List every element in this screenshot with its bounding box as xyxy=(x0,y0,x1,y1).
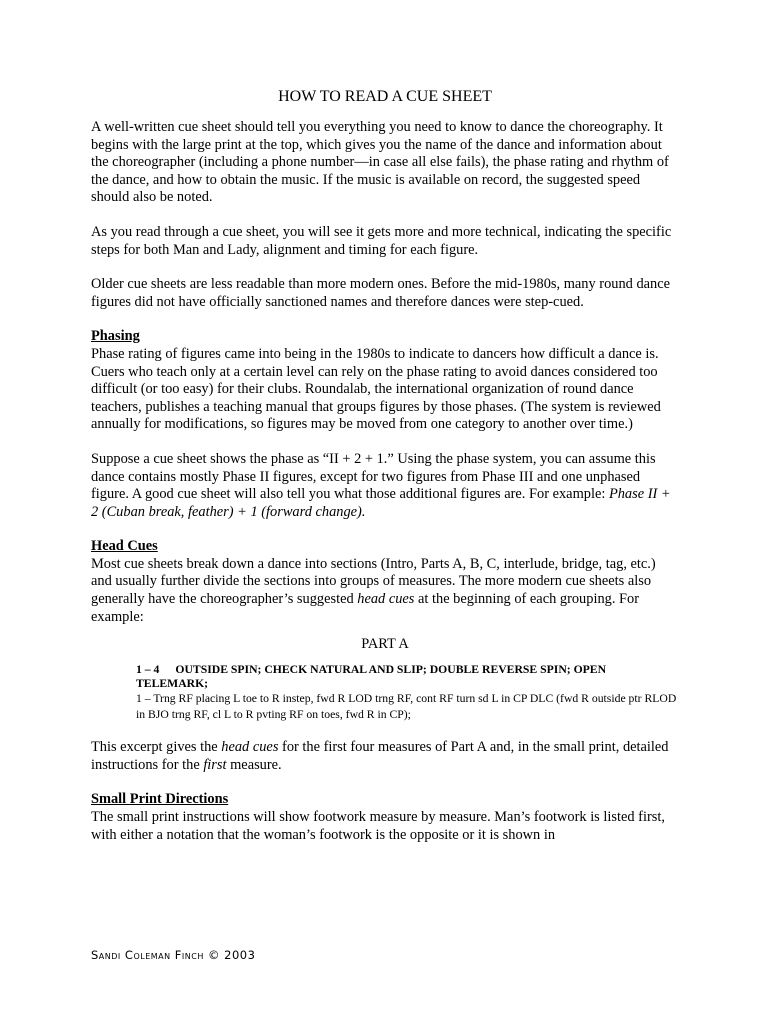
phasing-paragraph-2-text: Suppose a cue sheet shows the phase as “II + 2 + 1.” Using the phase system, you can assume this dance contains mostly Phase II figures, except for two figures from Phase III and one unphased figure. A good cue sheet will also tell you what those additional figures are. For example: xyxy=(91,450,656,503)
excerpt-text-c: measure. xyxy=(226,756,282,773)
head-cues-emphasis: head cues xyxy=(357,591,415,608)
cue-head xyxy=(136,663,679,691)
cue-excerpt xyxy=(136,663,679,723)
small-print-heading: Small Print Directions xyxy=(91,791,229,808)
cue-detail: 1 – Trng RF placing L toe to R instep, fwd R LOD trng RF, cont RF turn sd L in CP DLC (fwd R outside ptr RLOD in BJO trng RF, cl L to R pvting RF on toes, fwd R in CP); xyxy=(136,692,677,722)
phasing-example: Phase II + 2 (Cuban break, feather) + 1 (forward change). xyxy=(91,486,671,520)
footer-copyright: Sandi Coleman Finch © 2003 xyxy=(91,948,256,962)
document-page xyxy=(91,88,679,844)
page-title: HOW TO READ A CUE SHEET xyxy=(278,88,492,105)
phasing-paragraph-1: Phase rating of figures came into being in the 1980s to indicate to dancers how difficult a dance is. Cuers who teach only at a certain level can rely on the phase rating to avoid dances considered too difficult (or too easy) for their clubs. Roundalab, the international organization of round dance teachers, publishes a teaching manual that groups figures by those phases. (The system is reviewed annually for modifications, so figures may be moved from one category to another over time.) xyxy=(91,345,661,433)
small-print-paragraph-1: The small print instructions will show footwork measure by measure. Man’s footwork is listed first, with either a notation that the woman’s footwork is the opposite or it is shown in xyxy=(91,809,665,843)
excerpt-emphasis-1: head cues xyxy=(221,739,279,756)
excerpt-emphasis-2: first xyxy=(203,756,227,773)
head-cues-paragraph-2 xyxy=(91,739,679,774)
cue-measure-number: 1 – 4 xyxy=(136,663,160,677)
phasing-heading: Phasing xyxy=(91,328,140,345)
head-cues-heading: Head Cues xyxy=(91,538,158,555)
intro-paragraph-3: Older cue sheets are less readable than more modern ones. Before the mid-1980s, many round dance figures did not have officially sanctioned names and therefore dances were step-cued. xyxy=(91,276,671,310)
head-cues-text-b: at the beginning of each grouping. For example: xyxy=(91,591,640,625)
part-a-title: PART A xyxy=(361,636,409,653)
head-cues-text-a: Most cue sheets break down a dance into sections (Intro, Parts A, B, C, interlude, bridge, tag, etc.) and usually further divide the sections into groups of measures. The more modern cue sheets also generally have the choreographer’s suggested xyxy=(91,555,656,608)
intro-paragraph-1: A well-written cue sheet should tell you everything you need to know to dance the choreography. It begins with the large print at the top, which gives you the name of the dance and information about the choreographer (including a phone number—in case all else fails), the phase rating and rhythm of the dance, and how to obtain the music. If the music is available on record, the suggested speed should also be noted. xyxy=(91,119,669,206)
excerpt-text-a: This excerpt gives the xyxy=(91,739,222,756)
cue-head-text: OUTSIDE SPIN; CHECK NATURAL AND SLIP; DOUBLE REVERSE SPIN; OPEN TELEMARK; xyxy=(136,663,607,691)
phasing-paragraph-2 xyxy=(91,451,679,521)
head-cues-paragraph-1 xyxy=(91,556,679,626)
excerpt-text-b: for the first four measures of Part A and, in the small print, detailed instructions for the xyxy=(91,739,669,773)
intro-paragraph-2: As you read through a cue sheet, you will see it gets more and more technical, indicating the specific steps for both Man and Lady, alignment and timing for each figure. xyxy=(91,223,672,258)
